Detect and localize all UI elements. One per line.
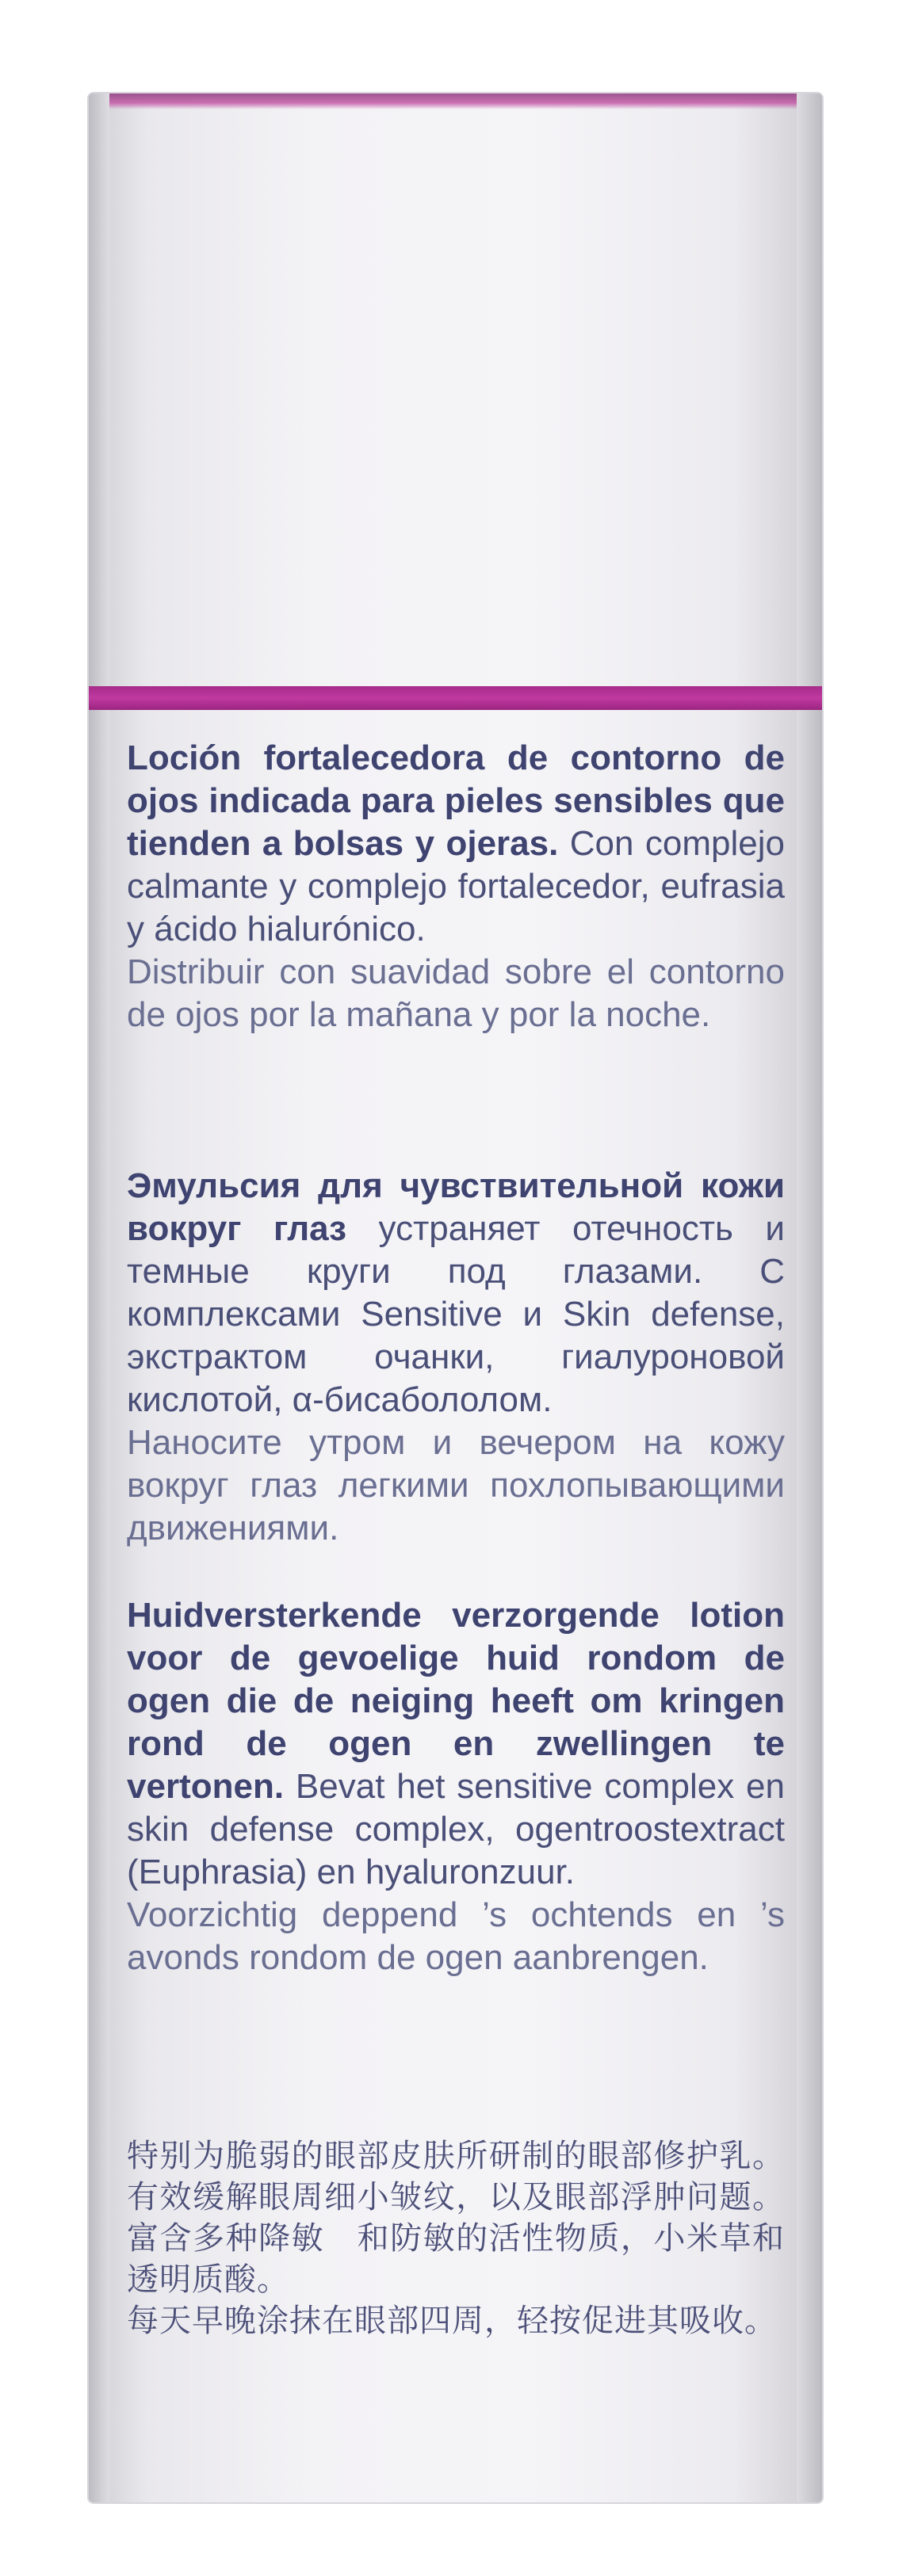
- chinese-description: 特别为脆弱的眼部皮肤所研制的眼部修护乳。有效缓解眼周细小皱纹，以及眼部浮肿问题。富含多种降敏 和防敏的活性物质，小米草和透明质酸。: [127, 2138, 785, 2298]
- dutch-usage: Voorzichtig deppend ’s ochtends en ’s avonds rondom de ogen aanbrengen.: [127, 1895, 785, 1977]
- box-left-fold: [89, 93, 109, 2502]
- russian-usage: Наносите утром и вечером на кожу вокруг глаз легкими похлопывающими движениями.: [127, 1423, 785, 1548]
- spanish-body: Con complejo calmante y complejo fortalecedor, eufrasia y ácido hialurónico.: [127, 824, 785, 948]
- russian-description: [127, 1165, 785, 1422]
- spanish-text-section: [127, 737, 785, 1036]
- dutch-text-section: [127, 1594, 785, 1979]
- chinese-usage: 每天早晚涂抹在眼部四周，轻按促进其吸收。: [127, 2303, 777, 2339]
- russian-title: Эмульсия для чувствительной кожи вокруг глаз: [127, 1166, 785, 1248]
- box-right-fold: [797, 93, 822, 2502]
- dutch-description: [127, 1594, 785, 1894]
- spanish-title: Loción fortalecedora de contorno de ojos indicada para pieles sensibles que tienden a bolsas y ojeras.: [127, 738, 785, 863]
- spanish-description: [127, 737, 785, 951]
- dutch-title: Huidversterkende verzorgende lotion voor de gevoelige huid rondom de ogen die de neiging heeft om kringen rond de ogen en zwellingen te vertonen.: [127, 1596, 785, 1806]
- russian-body: устраняет отечность и темные круги под глазами. С комплексами Sensitive и Skin defense, экстрактом очанки, гиалуроновой кислотой, α-бисабололом.: [127, 1209, 785, 1419]
- magenta-stripe: [89, 686, 822, 710]
- chinese-text-section: [127, 2135, 785, 2341]
- dutch-body: Bevat het sensitive complex en skin defense complex, ogentroostextract (Euphrasia) en hyaluronzuur.: [127, 1767, 785, 1891]
- russian-text-section: [127, 1165, 785, 1550]
- spanish-usage: Distribuir con suavidad sobre el contorno de ojos por la mañana y por la noche.: [127, 952, 785, 1034]
- box-top-edge: [89, 93, 822, 109]
